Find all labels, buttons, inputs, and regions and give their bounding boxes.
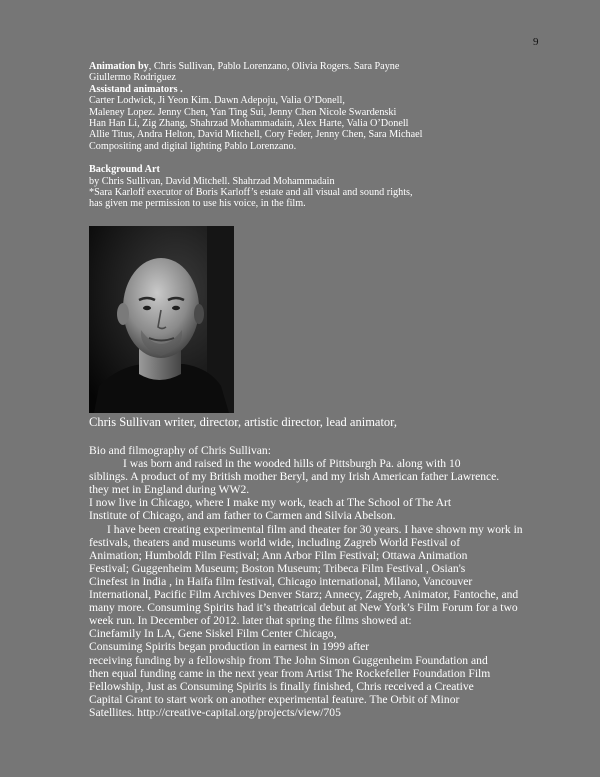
background-heading: Background Art	[89, 164, 160, 176]
bio-section	[89, 444, 549, 719]
bio-line: many more. Consuming Spirits had it’s theatrical debut at New York’s Film Forum for a two	[89, 601, 518, 615]
bio-line: Cinefest in India , in Haifa film festival, Chicago international, Milano, Vancouver	[89, 574, 473, 588]
photo-caption: Chris Sullivan writer, director, artistic director, lead animator,	[89, 415, 397, 429]
bio-line: they met in England during WW2.	[89, 483, 250, 497]
background-line: by Chris Sullivan, David Mitchell. Shahrzad Mohammadain	[89, 175, 335, 187]
bio-line: International, Pacific Film Archives Denver Starz; Annecy, Zagreb, Animator, Fantoche, and	[89, 588, 519, 602]
portrait-photo	[89, 226, 234, 413]
portrait-illustration	[89, 226, 234, 413]
animation-names: , Chris Sullivan, Pablo Lorenzano, Olivia Rogers. Sara Payne	[148, 61, 400, 72]
bio-line: Animation; Humboldt Film Festival; Ann Arbor Film Festival; Ottawa Animation	[89, 548, 468, 562]
bio-heading: Bio and filmography of Chris Sullivan:	[89, 444, 271, 457]
bio-line: week run. In December of 2012. later that spring the films showed at:	[89, 614, 412, 628]
background-line: has given me permission to use his voice, in the film.	[89, 198, 306, 210]
assistant-line: Allie Titus, Andra Helton, David Mitchell, Cory Feder, Jenny Chen, Sara Michael	[89, 129, 423, 141]
animation-heading: Animation by	[89, 61, 149, 72]
background-line: *Sara Karloff executor of Boris Karloff’s estate and all visual and sound rights,	[89, 187, 413, 199]
animation-names-cont: Giullermo Rodriguez	[89, 72, 176, 84]
credits-block	[89, 61, 559, 210]
animation-credit	[89, 61, 559, 72]
bio-line: Fellowship, Just as Consuming Spirits is finally finished, Chris received a Creative	[89, 679, 474, 693]
bio-line: Capital Grant to start work on another experimental feature. The Orbit of Minor	[89, 692, 460, 706]
bio-line: Cinefamily In LA, Gene Siskel Film Center Chicago,	[89, 627, 337, 641]
bio-line: Institute of Chicago, and am father to Carmen and Silvia Abelson.	[89, 509, 396, 523]
bio-line: Consuming Spirits began production in earnest in 1999 after	[89, 640, 370, 654]
bio-line: Satellites. http://creative-capital.org/projects/view/705	[89, 705, 341, 719]
bio-line: then equal funding came in the next year from Artist The Rockefeller Foundation Film	[89, 666, 491, 680]
assistant-line: Carter Lodwick, Ji Yeon Kim. Dawn Adepoju, Valia O’Donell,	[89, 95, 345, 107]
assistant-line: Han Han Li, Zig Zhang, Shahrzad Mohammadain, Alex Harte, Valia O’Donell	[89, 118, 409, 130]
bio-line: receiving funding by a fellowship from The John Simon Guggenheim Foundation and	[89, 653, 488, 667]
assistant-line: Maleney Lopez. Jenny Chen, Yan Ting Sui, Jenny Chen Nicole Swardenski	[89, 106, 397, 118]
page-number: 9	[533, 36, 539, 48]
bio-line: festivals, theaters and museums world wide, including Zagreb World Festival of	[89, 535, 461, 549]
bio-line: I was born and raised in the wooded hills of Pittsburgh Pa. along with 10	[123, 457, 461, 471]
assistant-heading: Assistand animators .	[89, 83, 183, 95]
assistant-line: Compositing and digital lighting Pablo Lorenzano.	[89, 140, 297, 152]
bio-line: I now live in Chicago, where I make my work, teach at The School of The Art	[89, 496, 452, 510]
bio-line: I have been creating experimental film and theater for 30 years. I have shown my work in	[107, 522, 523, 536]
bio-line: Festival; Guggenheim Museum; Boston Museum; Tribeca Film Festival , Osian's	[89, 561, 466, 575]
bio-line: siblings. A product of my British mother Beryl, and my Irish American father Lawrence.	[89, 470, 500, 484]
